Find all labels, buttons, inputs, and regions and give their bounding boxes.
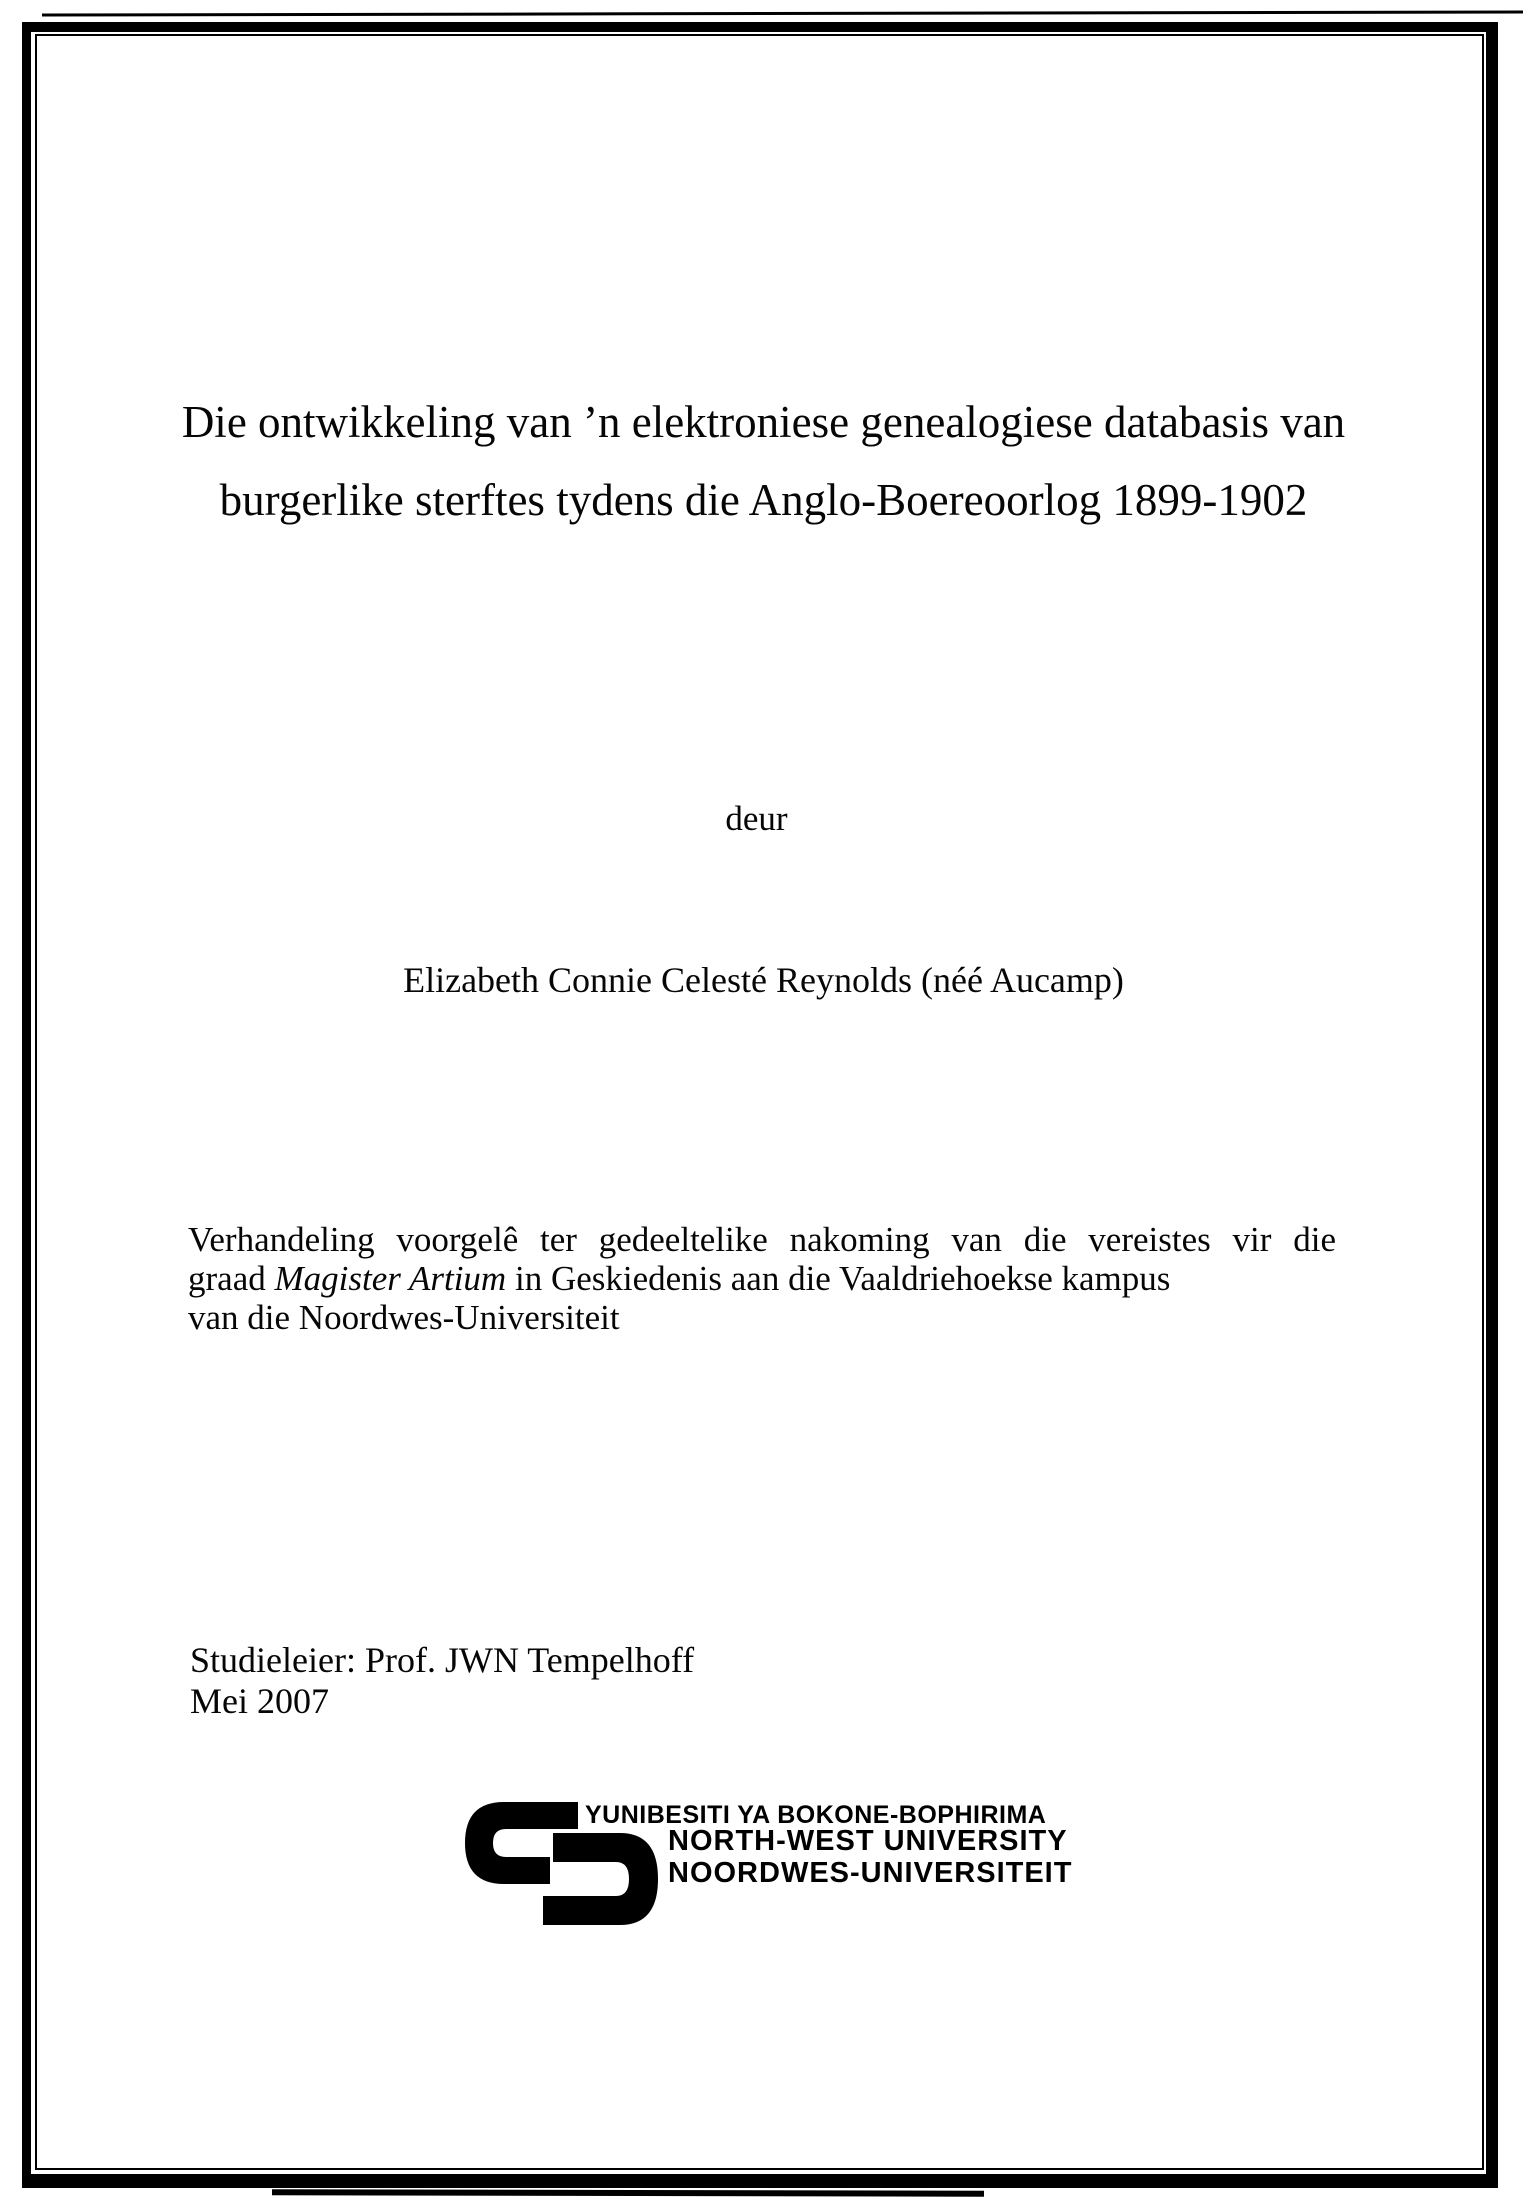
degree-statement-line2-pre: graad [188,1259,275,1298]
thesis-title-line2: burgerlike sterftes tydens die Anglo-Boereoorlog 1899-1902 [219,475,1308,525]
thesis-title [90,383,1437,539]
thesis-title-line1: Die ontwikkeling van ’n elektroniese genealogiese databasis van [181,397,1346,447]
scan-artifact-top-line [42,10,1523,16]
author-name: Elizabeth Connie Celesté Reynolds (néé Aucamp) [403,960,1124,1000]
byline-label: deur [725,799,788,838]
logo-english-name: NORTH-WEST UNIVERSITY [668,1825,1068,1857]
degree-statement-line3: van die Noordwes-Universiteit [188,1298,620,1337]
degree-statement-line2 [188,1259,1336,1298]
university-logo [462,1799,1182,1939]
degree-statement-line1: Verhandeling voorgelê ter gedeeltelike nakoming van die vereistes vir die [188,1220,1336,1259]
supervisor-line: Studieleier: Prof. JWN Tempelhoff [190,1640,695,1680]
logo-afrikaans-name: NOORDWES-UNIVERSITEIT [668,1857,1073,1889]
degree-name: Magister Artium [274,1259,507,1298]
degree-statement-line2-post: in Geskiedenis aan die Vaaldriehoekse kampus [506,1259,1171,1298]
logo-setswana-name: YUNIBESITI YA BOKONE-BOPHIRIMA [585,1801,1047,1829]
degree-statement [188,1220,1336,1337]
scan-artifact-bottom-line [272,2189,984,2196]
date-line: Mei 2007 [190,1681,329,1721]
